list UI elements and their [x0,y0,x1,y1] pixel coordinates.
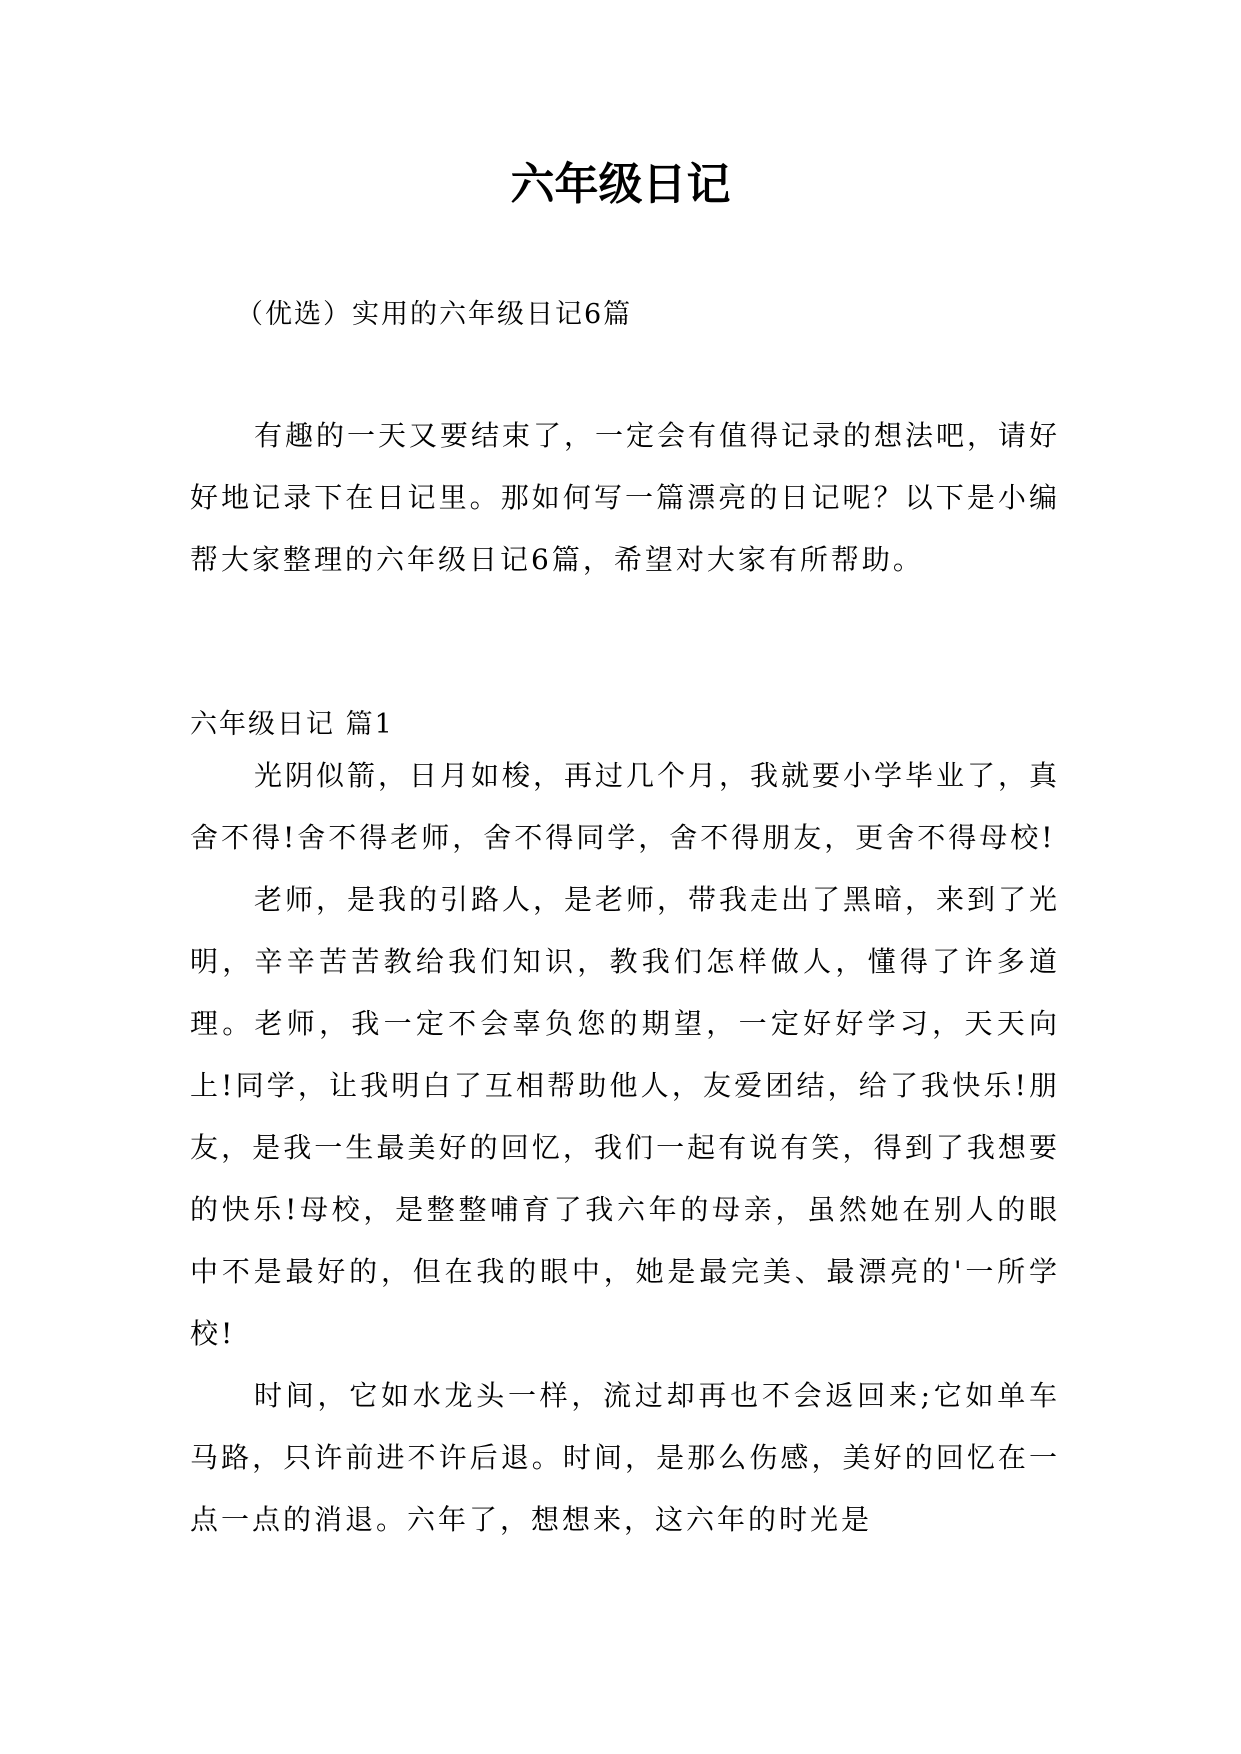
document-title: 六年级日记 [510,159,731,210]
intro-block [190,405,1060,591]
body-paragraph: 老师，是我的引路人，是老师，带我走出了黑暗，来到了光明，辛辛苦苦教给我们知识，教我们怎样做人，懂得了许多道理。老师，我一定不会辜负您的期望，一定好好学习，天天向上!同学，让我明白了互相帮助他人，友爱团结，给了我快乐!朋友，是我一生最美好的回忆，我们一起有说有笑，得到了我想要的快乐!母校，是整整哺育了我六年的母亲，虽然她在别人的眼中不是最好的，但在我的眼中，她是最完美、最漂亮的'一所学校! [190,883,1061,1350]
section-heading: 六年级日记 篇1 [190,709,394,740]
body-paragraph: 时间，它如水龙头一样，流过却再也不会返回来;它如单车马路，只许前进不许后退。时间，是那么伤感，美好的回忆在一点一点的消退。六年了，想想来，这六年的时光是 [190,1379,1060,1536]
intro-paragraph: 有趣的一天又要结束了，一定会有值得记录的想法吧，请好好地记录下在日记里。那如何写一篇漂亮的日记呢？以下是小编帮大家整理的六年级日记6篇，希望对大家有所帮助。 [190,419,1061,576]
body-paragraph: 光阴似箭，日月如梭，再过几个月，我就要小学毕业了，真舍不得!舍不得老师，舍不得同学，舍不得朋友，更舍不得母校! [190,759,1061,854]
document-subtitle: （优选）实用的六年级日记6篇 [236,299,633,330]
section-body [190,745,1060,1551]
